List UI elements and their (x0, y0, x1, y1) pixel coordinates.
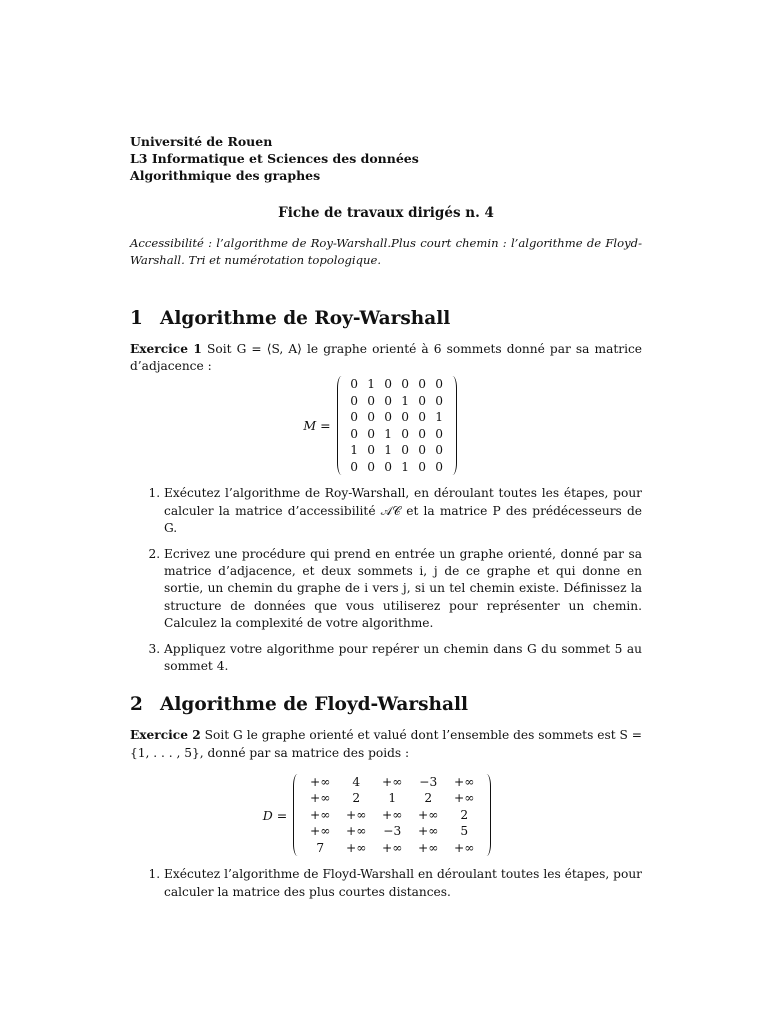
matrix-cell: +∞ (382, 774, 403, 789)
section-2-number: 2 (130, 694, 143, 716)
exercise-2-statement (130, 727, 642, 761)
course-name: Algorithmique des graphes (130, 168, 321, 183)
weight-matrix-block (112, 774, 642, 857)
section-2-title (130, 693, 642, 717)
matrix-cell: 1 (435, 410, 443, 425)
question-item: 1. Exécutez l’algorithme de Roy-Warshall, en déroulant toutes les étapes, pour calculer la matrice d’accessibilité 𝒜𝒞 et la matrice P des prédécesseurs de G. (164, 485, 642, 537)
matrix-cell: 0 (435, 459, 443, 474)
matrix-d (293, 774, 491, 857)
university-name: Université de Rouen (130, 134, 273, 149)
matrix-row (346, 426, 448, 443)
matrix-cell: 0 (350, 426, 358, 441)
matrix-cell: 0 (350, 393, 358, 408)
matrix-cell: 0 (384, 459, 392, 474)
matrix-cell: 0 (418, 443, 426, 458)
matrix-cell: 0 (401, 377, 409, 392)
matrix-row (302, 807, 482, 824)
matrix-cell: +∞ (418, 824, 439, 839)
matrix-cell: +∞ (454, 791, 475, 806)
document-page (130, 133, 642, 901)
document-header (130, 133, 642, 184)
matrix-cell: 0 (367, 443, 375, 458)
matrix-row (346, 409, 448, 426)
matrix-row (302, 774, 482, 791)
matrix-cell: 0 (435, 426, 443, 441)
matrix-cell: 0 (418, 410, 426, 425)
matrix-cell: 2 (352, 791, 361, 806)
matrix-cell: +∞ (310, 807, 331, 822)
matrix-cell: 0 (418, 459, 426, 474)
matrix-cell: −3 (419, 774, 438, 789)
matrix-cell: +∞ (310, 774, 331, 789)
matrix-cell: 0 (384, 393, 392, 408)
matrix-row (346, 393, 448, 410)
matrix-right-paren (448, 376, 457, 475)
matrix-m (337, 376, 457, 475)
matrix-cell: 0 (418, 393, 426, 408)
sheet-title: Fiche de travaux dirigés n. 4 (278, 205, 494, 221)
matrix-d-table (302, 774, 482, 857)
matrix-cell: 1 (388, 791, 397, 806)
exercise-2-questions (130, 866, 642, 900)
adjacency-matrix-block (118, 376, 642, 475)
exercise-2-text: Soit G le graphe orienté et valué dont l’ensemble des sommets est S = {1, . . . , 5}, donné par sa matrice des poids : (130, 728, 643, 760)
program-name: L3 Informatique et Sciences des données (130, 151, 419, 166)
matrix-cell: 5 (460, 824, 469, 839)
exercise-1-label: Exercice 1 (130, 342, 202, 356)
matrix-cell: 0 (401, 410, 409, 425)
matrix-cell: +∞ (454, 840, 475, 855)
matrix-cell: +∞ (346, 840, 367, 855)
matrix-row (302, 840, 482, 857)
section-2-heading: Algorithme de Floyd-Warshall (160, 694, 469, 716)
question-item: 1. Exécutez l’algorithme de Floyd-Warshall en déroulant toutes les étapes, pour calculer la matrice des plus courtes distances. (164, 866, 642, 900)
matrix-cell: 0 (435, 393, 443, 408)
exercise-1-text: Soit G = ⟨S, A⟩ le graphe orienté à 6 sommets donné par sa matrice d’adjacence : (130, 342, 643, 374)
matrix-cell: 1 (367, 377, 375, 392)
section-1-number: 1 (130, 308, 143, 329)
matrix-cell: 1 (401, 393, 409, 408)
matrix-cell: +∞ (382, 840, 403, 855)
matrix-cell: 7 (316, 840, 325, 855)
matrix-cell: 0 (350, 410, 358, 425)
matrix-right-paren (482, 774, 491, 857)
matrix-cell: 0 (435, 377, 443, 392)
matrix-row (346, 376, 448, 393)
matrix-row (346, 442, 448, 459)
matrix-m-table (346, 376, 448, 475)
matrix-cell: +∞ (310, 824, 331, 839)
matrix-cell: 0 (367, 459, 375, 474)
section-1-title (130, 307, 642, 331)
matrix-cell: 0 (350, 377, 358, 392)
exercise-2-label: Exercice 2 (130, 728, 201, 743)
matrix-cell: −3 (383, 824, 402, 839)
matrix-cell: 4 (352, 774, 361, 789)
matrix-cell: 0 (384, 377, 392, 392)
matrix-row (302, 790, 482, 807)
matrix-cell: 0 (418, 377, 426, 392)
matrix-cell: +∞ (310, 791, 331, 806)
exercise-1-statement (130, 341, 642, 375)
matrix-cell: 2 (424, 791, 433, 806)
matrix-cell: 1 (384, 443, 392, 458)
matrix-cell: 0 (367, 426, 375, 441)
matrix-cell: +∞ (418, 840, 439, 855)
matrix-d-label: D = (262, 807, 288, 823)
matrix-left-paren (337, 376, 346, 475)
matrix-cell: 0 (401, 443, 409, 458)
matrix-cell: 0 (435, 443, 443, 458)
matrix-m-label: M = (303, 418, 331, 434)
matrix-cell: 1 (384, 426, 392, 441)
matrix-row (302, 823, 482, 840)
matrix-cell: 1 (401, 459, 409, 474)
matrix-cell: 2 (460, 807, 469, 822)
matrix-row (346, 459, 448, 476)
matrix-cell: 0 (384, 410, 392, 425)
matrix-cell: 1 (350, 443, 358, 458)
matrix-left-paren (293, 774, 302, 857)
matrix-cell: 0 (350, 459, 358, 474)
matrix-cell: 0 (367, 393, 375, 408)
exercise-1-questions (130, 485, 642, 675)
matrix-cell: +∞ (418, 807, 439, 822)
matrix-cell: +∞ (382, 807, 403, 822)
matrix-cell: +∞ (454, 774, 475, 789)
matrix-cell: +∞ (346, 807, 367, 822)
matrix-cell: 0 (418, 426, 426, 441)
matrix-cell: +∞ (346, 824, 367, 839)
question-item: 2. Ecrivez une procédure qui prend en entrée un graphe orienté, donné par sa matrice d’adjacence, et deux sommets i, j de ce graphe et qui donne en sortie, un chemin du graphe de i vers j, si un tel chemin existe. Définissez la structure de données que vous utiliserez pour représenter un chemin. Calculez la complexité de votre algorithme. (164, 546, 642, 632)
question-item: 3. Appliquez votre algorithme pour repérer un chemin dans G du sommet 5 au sommet 4. (164, 641, 642, 675)
section-1-heading: Algorithme de Roy-Warshall (160, 308, 451, 329)
abstract: Accessibilité : l’algorithme de Roy-Warshall.Plus court chemin : l’algorithme de Floyd-Warshall. Tri et numérotation topologique. (130, 236, 642, 267)
matrix-cell: 0 (401, 426, 409, 441)
matrix-cell: 0 (367, 410, 375, 425)
